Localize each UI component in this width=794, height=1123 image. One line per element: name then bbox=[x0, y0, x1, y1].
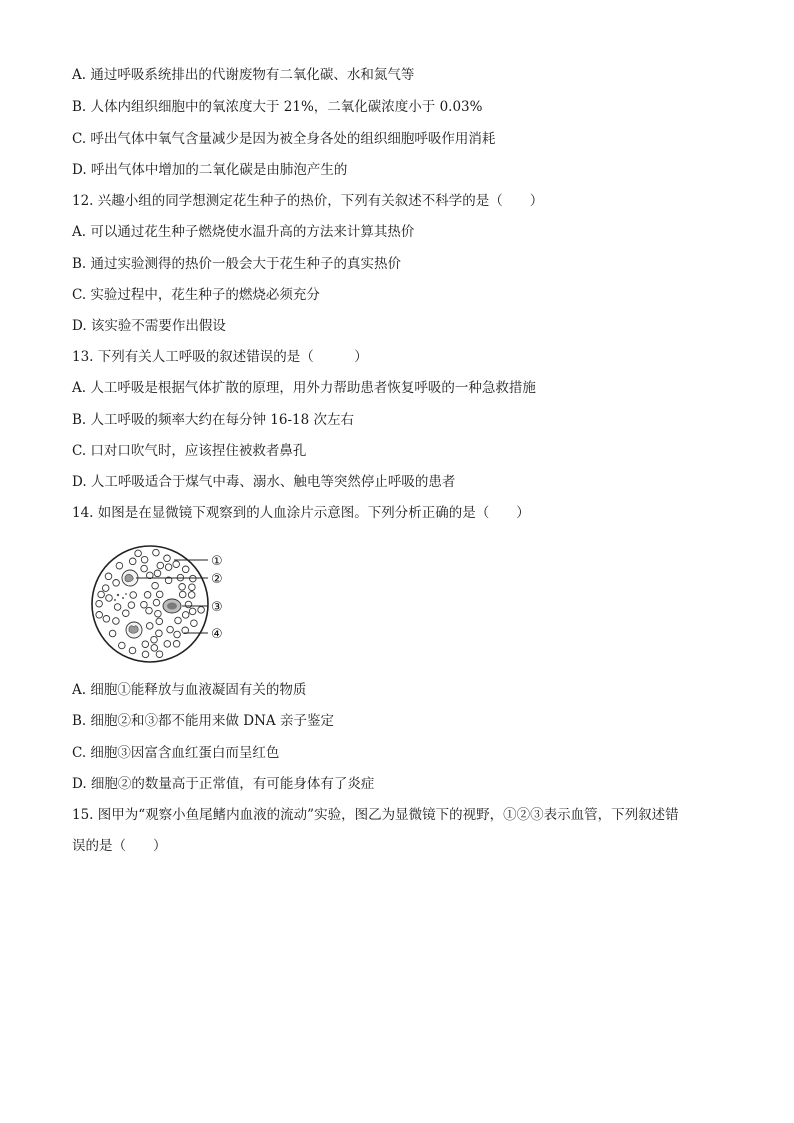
red-blood-cell bbox=[129, 558, 136, 565]
q14-option-d: D. 细胞②的数量高于正常值，有可能身体有了炎症 bbox=[72, 776, 375, 792]
red-blood-cell bbox=[157, 562, 164, 569]
q11-option-c: C. 呼出气体中氧气含量减少是因为被全身各处的组织细胞呼吸作用消耗 bbox=[72, 131, 496, 147]
red-blood-cell bbox=[190, 575, 197, 582]
red-blood-cell bbox=[179, 591, 186, 598]
q14-option-c: C. 细胞③因富含血红蛋白而呈红色 bbox=[72, 745, 280, 761]
red-blood-cell bbox=[151, 645, 158, 652]
red-blood-cell bbox=[191, 620, 198, 627]
red-blood-cell bbox=[119, 642, 126, 649]
red-blood-cell bbox=[153, 549, 160, 556]
red-blood-cell bbox=[167, 626, 174, 633]
red-blood-cell bbox=[135, 550, 142, 557]
figure-label-1: ① bbox=[211, 554, 223, 569]
red-blood-cell bbox=[141, 556, 148, 563]
q13-stem: 13. 下列有关人工呼吸的叙述错误的是（ ） bbox=[72, 349, 368, 365]
red-blood-cell bbox=[105, 573, 112, 580]
red-blood-cell bbox=[142, 651, 149, 658]
red-blood-cell bbox=[116, 562, 123, 569]
q14-option-b: B. 细胞②和③都不能用来做 DNA 亲子鉴定 bbox=[72, 713, 334, 729]
blood-smear-figure bbox=[88, 540, 248, 668]
figure-label-4: ④ bbox=[211, 627, 223, 642]
red-blood-cell bbox=[151, 636, 158, 643]
red-blood-cell bbox=[141, 565, 148, 572]
red-blood-cell bbox=[189, 608, 196, 615]
red-blood-cell bbox=[113, 580, 120, 587]
q11-option-d: D. 呼出气体中增加的二氧化碳是由肺泡产生的 bbox=[72, 162, 348, 178]
red-blood-cell bbox=[154, 570, 161, 577]
q12-option-a: A. 可以通过花生种子燃烧使水温升高的方法来计算其热价 bbox=[72, 224, 415, 240]
red-blood-cell bbox=[129, 647, 136, 654]
red-blood-cell bbox=[189, 584, 196, 591]
red-blood-cell bbox=[106, 595, 113, 602]
red-blood-cell bbox=[173, 561, 180, 568]
red-blood-cell bbox=[102, 585, 109, 592]
blood-smear-field bbox=[92, 546, 208, 662]
q11-option-a: A. 通过呼吸系统排出的代谢废物有二氧化碳、水和氮气等 bbox=[72, 67, 415, 83]
red-blood-cell bbox=[103, 616, 110, 623]
red-blood-cell bbox=[128, 602, 135, 609]
figure-label-2: ② bbox=[211, 572, 223, 587]
q12-option-b: B. 通过实验测得的热价一般会大于花生种子的真实热价 bbox=[72, 256, 402, 272]
red-blood-cell bbox=[175, 617, 182, 624]
red-blood-cell bbox=[96, 600, 103, 607]
red-blood-cell bbox=[185, 601, 192, 608]
white-blood-cell-lymphocyte bbox=[122, 570, 138, 586]
red-blood-cell bbox=[173, 641, 180, 648]
q13-option-a: A. 人工呼吸是根据气体扩散的原理，用外力帮助患者恢复呼吸的一种急救措施 bbox=[72, 380, 536, 396]
red-blood-cell bbox=[156, 651, 163, 658]
red-blood-cell bbox=[179, 584, 186, 591]
red-blood-cell bbox=[130, 592, 137, 599]
red-blood-cell bbox=[188, 592, 195, 599]
red-blood-cell bbox=[98, 591, 105, 598]
red-blood-cell bbox=[156, 630, 163, 637]
red-blood-cell bbox=[174, 631, 181, 638]
q15-stem-line2: 误的是（ ） bbox=[72, 838, 167, 854]
red-blood-cell bbox=[123, 610, 130, 617]
red-blood-cell bbox=[156, 591, 163, 598]
red-blood-cell bbox=[155, 610, 162, 617]
red-blood-cell bbox=[182, 566, 189, 573]
red-blood-cell bbox=[113, 618, 120, 625]
red-blood-cell bbox=[153, 599, 160, 606]
red-blood-cell bbox=[182, 612, 189, 619]
figure-label-3: ③ bbox=[211, 600, 223, 615]
white-blood-cell-eosinophil bbox=[163, 599, 181, 613]
red-blood-cell bbox=[146, 623, 153, 630]
q13-option-b: B. 人工呼吸的频率大约在每分钟 16-18 次左右 bbox=[72, 412, 355, 428]
red-blood-cell bbox=[146, 607, 153, 614]
q11-option-b: B. 人体内组织细胞中的氧浓度大于 21%，二氧化碳浓度小于 0.03% bbox=[72, 99, 483, 115]
q13-option-d: D. 人工呼吸适合于煤气中毒、溺水、触电等突然停止呼吸的患者 bbox=[72, 474, 456, 490]
q14-stem: 14. 如图是在显微镜下观察到的人血涂片示意图。下列分析正确的是（ ） bbox=[72, 505, 530, 521]
q12-option-d: D. 该实验不需要作出假设 bbox=[72, 318, 226, 334]
red-blood-cell bbox=[152, 582, 159, 589]
q13-option-c: C. 口对口吹气时，应该捏住被救者鼻孔 bbox=[72, 443, 307, 459]
red-blood-cell bbox=[144, 592, 151, 599]
q12-stem: 12. 兴趣小组的同学想测定花生种子的热价，下列有关叙述不科学的是（ ） bbox=[72, 193, 544, 209]
red-blood-cell bbox=[142, 641, 149, 648]
white-blood-cell-neutrophil bbox=[126, 622, 142, 638]
q15-stem-line1: 15. 图甲为“观察小鱼尾鳍内血液的流动”实验，图乙为显微镜下的视野，①②③表示血管，下列叙述错 bbox=[72, 807, 679, 823]
red-blood-cell bbox=[141, 601, 148, 608]
red-blood-cell bbox=[109, 630, 116, 637]
red-blood-cell bbox=[114, 604, 121, 611]
red-blood-cell bbox=[165, 564, 172, 571]
red-blood-cell bbox=[96, 612, 103, 619]
red-blood-cell bbox=[198, 607, 205, 614]
red-blood-cell bbox=[156, 618, 163, 625]
red-blood-cell bbox=[164, 555, 171, 562]
red-blood-cell bbox=[164, 641, 171, 648]
q12-option-c: C. 实验过程中，花生种子的燃烧必须充分 bbox=[72, 287, 320, 303]
q14-option-a: A. 细胞①能释放与血液凝固有关的物质 bbox=[72, 682, 307, 698]
